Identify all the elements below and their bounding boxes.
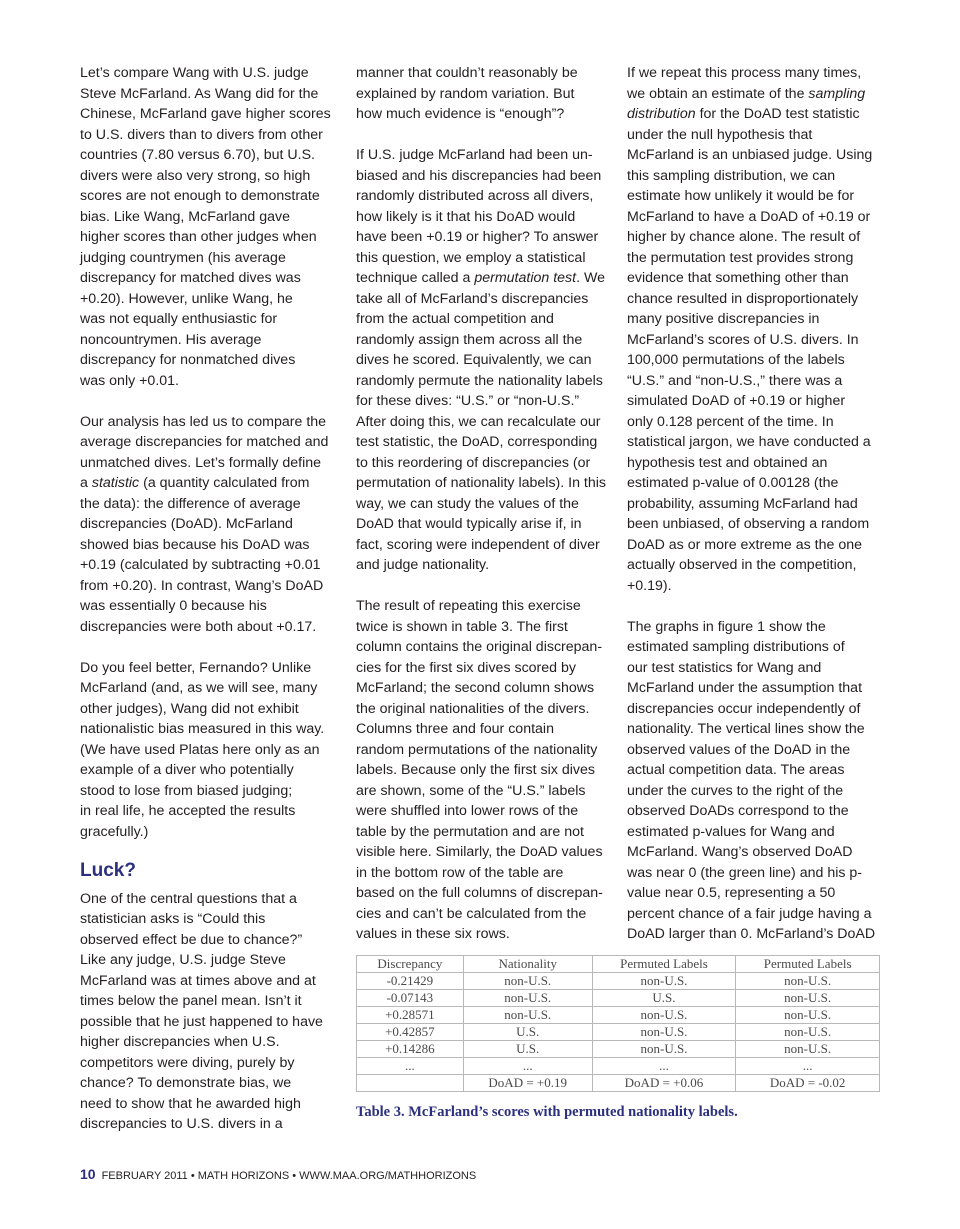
text-line: way, we can study the values of the [356,495,579,512]
text-line: unmatched dives. Let’s formally define [80,454,322,471]
text-segment: a [80,475,92,491]
italic-term: statistic [91,475,140,491]
italic-term: sampling [808,85,866,102]
text-line: discrepancy for matched dives was [80,270,301,286]
text-line: McFarland under the assumption that [627,680,863,696]
table-header-row [357,956,880,973]
text-line: visible here. Similarly, the DoAD values [356,844,603,860]
text-line: divers were also very strong, so high [80,167,311,184]
text-line: from the actual competition and [356,311,554,327]
text-line: labels. Because only the first six dives [356,762,595,778]
table-row [357,1058,880,1075]
text-line: twice is shown in table 3. The first [356,618,568,635]
text-line: 100,000 permutations of the labels [627,352,845,368]
text-line [356,268,624,289]
section-heading: Luck? [80,859,136,881]
table-cell: non-U.S. [592,1024,736,1041]
text-line: was not equally enthusiastic for [80,311,278,327]
text-line: from +0.20). In contrast, Wang’s DoAD [80,577,324,594]
text-line: discrepancies were both about +0.17. [80,618,317,635]
paragraph [80,889,348,1135]
text-segment: for the DoAD test statistic [695,106,860,122]
text-line: scores are not enough to demonstrate [80,188,320,204]
text-line: this question, we employ a statistical [356,249,586,266]
header-cell: Nationality [463,956,592,973]
text-line: Chinese, McFarland gave higher scores [80,106,331,122]
text-line: dives he scored. Equivalently, we can [356,352,592,368]
text-line: evidence that something other than [627,270,849,286]
text-line: discrepancy for nonmatched dives [80,352,296,368]
text-line: McFarland’s scores of U.S. divers. In [627,331,859,348]
text-line: biased and his discrepancies had been [356,167,602,184]
text-line: nationality. The vertical lines show the [627,721,865,737]
text-line: simulated DoAD of +0.19 or higher [627,393,846,409]
text-line: value near 0.5, representing a 50 [627,885,836,901]
table-cell: ... [736,1058,880,1075]
table-cell: non-U.S. [592,973,736,990]
text-line: randomly permute the nationality labels [356,372,603,389]
text-line: percent chance of a fair judge having a [627,905,872,922]
column-2 [356,63,624,965]
text-segment: we obtain an estimate of the [627,85,809,102]
text-line [80,473,348,494]
text-line: take all of McFarland’s discrepancies [356,290,589,307]
text-line: fact, scoring were independent of diver [356,536,600,553]
text-segment: technique called a [356,270,475,286]
text-line: table by the permutation and are not [356,823,584,840]
table-cell: DoAD = -0.02 [736,1075,880,1092]
text-line: our test statistics for Wang and [627,659,822,676]
text-line: discrepancies occur independently of [627,700,861,717]
table-cell: DoAD = +0.19 [463,1075,592,1092]
table-cell: ... [592,1058,736,1075]
text-line: discrepancies to U.S. divers in a [80,1116,283,1132]
text-line: Our analysis has led us to compare the [80,413,327,430]
paragraph [356,596,624,945]
text-line: to U.S. divers than to divers from other [80,126,323,143]
text-line: observed DoADs correspond to the [627,803,849,819]
text-segment: (a quantity calculated from [139,475,310,491]
text-line: actual competition data. The areas [627,762,845,778]
text-line: estimated p-value of 0.00128 (the [627,475,839,491]
table-cell: -0.07143 [357,990,464,1007]
text-line: under the curves to the right of the [627,782,844,799]
text-line: competitors were diving, purely by [80,1054,295,1071]
table-cell: ... [463,1058,592,1075]
italic-term: distribution [627,106,696,122]
paragraph [627,617,895,945]
text-line: estimate how unlikely it would be for [627,188,855,204]
table-row [357,990,880,1007]
table-cell: non-U.S. [736,990,880,1007]
table-cell: non-U.S. [463,990,592,1007]
text-line: test statistic, the DoAD, corresponding [356,434,598,450]
text-line: for these dives: “U.S.” or “non-U.S.” [356,393,580,409]
paragraph [356,63,624,125]
table-cell: U.S. [592,990,736,1007]
text-line: under the null hypothesis that [627,126,813,143]
text-line: Do you feel better, Fernando? Unlike [80,659,312,676]
text-line: based on the full columns of discrepan- [356,885,603,901]
text-line: McFarland. Wang’s observed DoAD [627,844,853,860]
table-row [357,1024,880,1041]
table-cell: non-U.S. [736,973,880,990]
table-row [357,973,880,990]
text-line: been unbiased, of observing a random [627,516,870,532]
text-line: (We have used Platas here only as an [80,741,320,758]
text-line: McFarland to have a DoAD of +0.19 or [627,208,871,225]
text-line: times below the panel mean. Isn’t it [80,993,302,1009]
page-number: 10 [80,1166,96,1182]
text-line: nationalistic bias measured in this way. [80,721,325,737]
text-line: the permutation test provides strong [627,249,854,266]
text-line: in the bottom row of the table are [356,864,564,881]
text-line: higher scores than other judges when [80,229,317,245]
text-line: cies and can’t be calculated from the [356,905,587,922]
text-line: manner that couldn’t reasonably be [356,65,578,81]
paragraph [356,145,624,576]
text-line: probability, assuming McFarland had [627,495,858,512]
text-line: statistical jargon, we have conducted a [627,434,871,450]
text-line: McFarland (and, as we will see, many [80,680,318,696]
text-line: If U.S. judge McFarland had been un- [356,147,593,163]
text-line: Steve McFarland. As Wang did for the [80,85,319,102]
text-line: need to show that he awarded high [80,1095,301,1112]
text-line: chance resulted in disproportionately [627,290,859,307]
page-footer [80,1166,476,1182]
text-line: Like any judge, U.S. judge Steve [80,952,286,968]
text-line: are shown, some of the “U.S.” labels [356,782,586,799]
table-cell: non-U.S. [463,973,592,990]
paragraph [80,412,348,638]
text-line: +0.19). [627,577,672,594]
table-cell [357,1075,464,1092]
table-cell: DoAD = +0.06 [592,1075,736,1092]
text-line: explained by random variation. But [356,85,575,102]
text-line: stood to lose from biased judging; [80,782,293,799]
text-line: was only +0.01. [80,372,179,389]
text-line: cies for the first six dives scored by [356,659,576,676]
text-line: McFarland is an unbiased judge. Using [627,147,873,163]
table-cell: +0.14286 [357,1041,464,1058]
text-line: possible that he just happened to have [80,1013,323,1030]
paragraph [80,658,348,843]
table-cell: non-U.S. [736,1041,880,1058]
header-cell: Permuted Labels [592,956,736,973]
text-line: Columns three and four contain [356,721,554,737]
header-cell: Permuted Labels [736,956,880,973]
text-line: values in these six rows. [356,926,510,942]
text-line: discrepancies (DoAD). McFarland [80,516,293,532]
header-cell: Discrepancy [357,956,464,973]
text-line: only 0.128 percent of the time. In [627,413,834,430]
text-line: +0.20). However, unlike Wang, he [80,290,293,307]
text-line: noncountrymen. His average [80,331,262,348]
text-line: observed values of the DoAD in the [627,741,851,758]
text-line: column contains the original discrepan- [356,639,603,655]
text-line: and judge nationality. [356,557,490,573]
text-line: showed bias because his DoAD was [80,536,310,553]
text-line: If we repeat this process many times, [627,65,862,81]
text-line: judging countrymen (his average [80,249,286,266]
text-line: McFarland; the second column shows [356,680,595,696]
text-line: was near 0 (the green line) and his p- [627,864,863,881]
text-line: bias. Like Wang, McFarland gave [80,208,291,225]
text-line: McFarland was at times above and at [80,972,316,989]
text-line: randomly assign them across all the [356,331,583,348]
text-line: many positive discrepancies in [627,311,820,327]
table-cell: ... [357,1058,464,1075]
table-cell: -0.21429 [357,973,464,990]
table-cell: non-U.S. [736,1024,880,1041]
table-cell: U.S. [463,1024,592,1041]
text-line: The graphs in figure 1 show the [627,618,826,635]
text-line: higher discrepancies when U.S. [80,1034,280,1050]
text-line: estimated p-values for Wang and [627,823,835,840]
text-line: permutation of nationality labels). In this [356,475,606,491]
column-3 [627,63,895,965]
text-line: other judges), Wang did not exhibit [80,700,299,717]
text-line: One of the central questions that a [80,890,297,907]
text-line: gracefully.) [80,823,149,840]
text-line: observed effect be due to chance?” [80,931,303,948]
text-line: +0.19 (calculated by subtracting +0.01 [80,557,321,573]
text-line: Let’s compare Wang with U.S. judge [80,65,309,81]
table-row [357,1075,880,1092]
text-line: countries (7.80 versus 6.70), but U.S. [80,147,315,163]
text-line: how likely is it that his DoAD would [356,208,576,225]
table-row [357,1007,880,1024]
text-line: actually observed in the competition, [627,557,857,573]
text-line: this sampling distribution, we can [627,167,836,184]
paragraph [627,63,895,596]
table-cell: +0.42857 [357,1024,464,1041]
text-line: how much evidence is “enough”? [356,106,565,122]
text-line: in real life, he accepted the results [80,803,296,819]
text-line [627,84,895,105]
text-line: random permutations of the nationality [356,741,598,758]
table-cell: U.S. [463,1041,592,1058]
table-cell: +0.28571 [357,1007,464,1024]
table-caption: Table 3. McFarland’s scores with permuted nationality labels. [356,1104,738,1120]
text-segment: . We [576,270,605,286]
column-1 [80,63,348,1155]
text-line: estimated sampling distributions of [627,639,845,655]
text-line: statistician asks is “Could this [80,911,266,927]
text-line: The result of repeating this exercise [356,598,581,614]
text-line: to this reordering of discrepancies (or [356,454,591,471]
table-cell: non-U.S. [592,1041,736,1058]
table-3 [356,955,880,1092]
text-line: After doing this, we can recalculate our [356,413,601,430]
text-line [627,104,895,125]
text-line: was essentially 0 because his [80,598,267,614]
text-line: the original nationalities of the divers. [356,700,590,717]
paragraph [80,63,348,391]
text-line: example of a diver who potentially [80,762,294,778]
text-line: DoAD larger than 0. McFarland’s DoAD [627,926,876,942]
text-line: were shuffled into lower rows of the [356,803,579,819]
text-line: average discrepancies for matched and [80,434,329,450]
text-line: have been +0.19 or higher? To answer [356,229,599,245]
text-line: chance? To demonstrate bias, we [80,1075,292,1091]
text-line: “U.S.” and “non-U.S.,” there was a [627,372,843,389]
text-line: the data): the difference of average [80,495,301,512]
text-line: higher by chance alone. The result of [627,229,861,245]
table-row [357,1041,880,1058]
table-cell: non-U.S. [463,1007,592,1024]
text-line: hypothesis test and obtained an [627,454,828,471]
footer-text: FEBRUARY 2011 • MATH HORIZONS • WWW.MAA.ORG/MATHHORIZONS [101,1170,477,1182]
italic-term: permutation test [474,270,577,286]
table-cell: non-U.S. [736,1007,880,1024]
table-cell: non-U.S. [592,1007,736,1024]
text-line: DoAD that would typically arise if, in [356,516,582,532]
text-line: randomly distributed across all divers, [356,188,594,204]
text-line: DoAD as or more extreme as the one [627,536,862,553]
